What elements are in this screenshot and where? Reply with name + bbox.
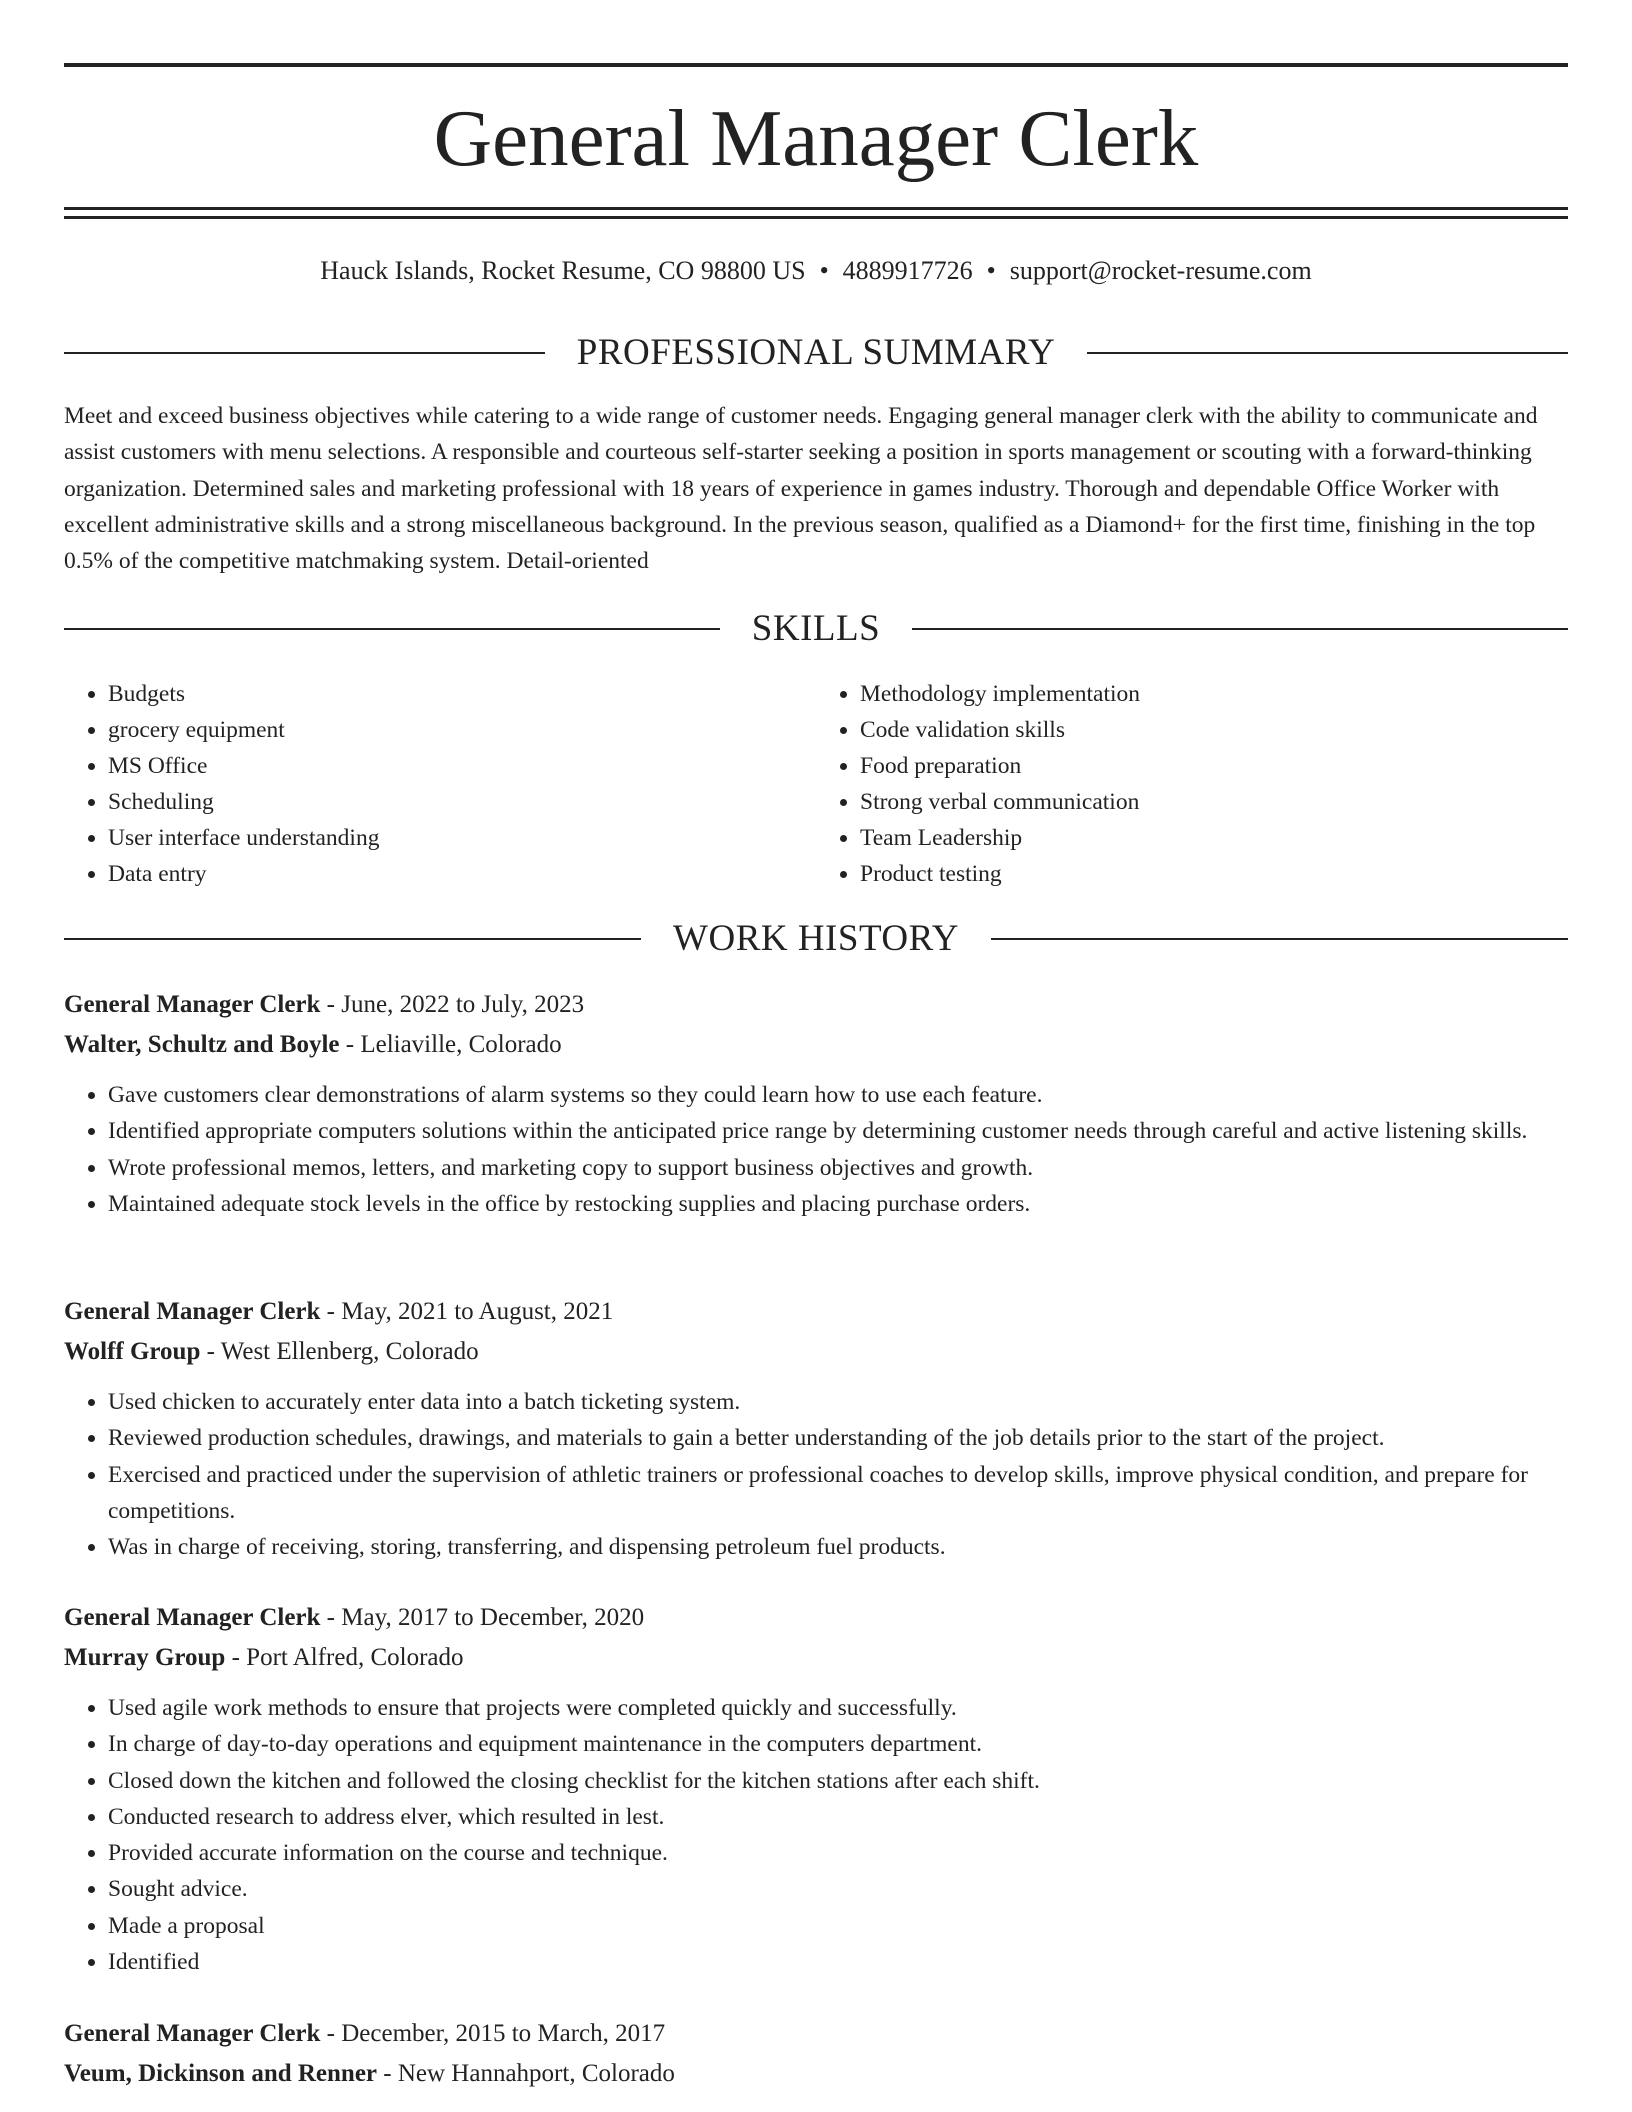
job-dates: - May, 2017 to December, 2020 xyxy=(320,1604,645,1631)
contact-separator: • xyxy=(819,256,829,285)
job-dates: - June, 2022 to July, 2023 xyxy=(320,991,585,1018)
job-bullet: • Gave customers clear demonstrations of alarm systems so they could learn how to use each feature. xyxy=(108,1077,1568,1113)
heading-rule-right xyxy=(912,628,1568,630)
job-title: General Manager Clerk xyxy=(64,1604,321,1631)
job-entry xyxy=(64,1292,1568,1565)
skill-item: • Code validation skills xyxy=(860,712,1568,748)
skills-column-right xyxy=(816,676,1568,892)
job-location: - West Ellenberg, Colorado xyxy=(200,1338,479,1365)
job-bullet: • Identified xyxy=(108,1944,1568,1980)
skill-item: • MS Office xyxy=(108,748,816,784)
job-company: Wolff Group xyxy=(64,1338,201,1365)
skill-item: • Food preparation xyxy=(860,748,1568,784)
skills-column-left xyxy=(64,676,816,892)
skill-item: • grocery equipment xyxy=(108,712,816,748)
heading-rule-left xyxy=(64,938,641,940)
job-entry xyxy=(64,1598,1568,1980)
skill-item: • Team Leadership xyxy=(860,820,1568,856)
job-bullet: • Identified appropriate computers solutions within the anticipated price range by determining customer needs through careful and active listening skills. xyxy=(108,1113,1568,1149)
job-company: Walter, Schultz and Boyle xyxy=(64,1031,340,1058)
job-bullet: • Closed down the kitchen and followed the closing checklist for the kitchen stations after each shift. xyxy=(108,1763,1568,1799)
skills-list xyxy=(64,676,1568,892)
job-location: - Port Alfred, Colorado xyxy=(225,1644,464,1671)
job-title: General Manager Clerk xyxy=(64,2020,321,2047)
job-bullet: • Sought advice. xyxy=(108,1871,1568,1907)
job-dates: - December, 2015 to March, 2017 xyxy=(320,2020,666,2047)
skill-item: • Product testing xyxy=(860,856,1568,892)
contact-email[interactable]: support@rocket-resume.com xyxy=(1009,256,1312,285)
summary-text: Meet and exceed business objectives while catering to a wide range of customer needs. Engaging general manager clerk with the ability to communicate and assist customers with menu selections. A responsible and courteous self-starter seeking a position in sports management or scouting with a forward-thinking organization. Determined sales and marketing professional with 18 years of experience in games industry. Thorough and dependable Office Worker with excellent administrative skills and a strong miscellaneous background. In the previous season, qualified as a Diamond+ for the first time, finishing in the top 0.5% of the competitive matchmaking system. Detail-oriented xyxy=(64,403,1538,575)
heading-rule-right xyxy=(991,938,1568,940)
double-rule-lower xyxy=(64,216,1568,219)
job-location: - New Hannahport, Colorado xyxy=(377,2060,675,2087)
resume-name: General Manager Clerk xyxy=(433,93,1199,183)
contact-address: Hauck Islands, Rocket Resume, CO 98800 US xyxy=(320,256,806,285)
job-bullet: • Exercised and practiced under the supervision of athletic trainers or professional coaches to develop skills, improve physical condition, and prepare for competitions. xyxy=(108,1457,1568,1530)
contact-separator: • xyxy=(986,256,996,285)
job-bullet: • Maintained adequate stock levels in the office by restocking supplies and placing purchase orders. xyxy=(108,1186,1568,1222)
job-bullet: • In charge of day-to-day operations and equipment maintenance in the computers department. xyxy=(108,1726,1568,1762)
contact-line xyxy=(64,254,1568,288)
job-company: Veum, Dickinson and Renner xyxy=(64,2060,378,2087)
work-history-heading xyxy=(64,917,1568,960)
top-rule xyxy=(64,63,1568,67)
double-rule-upper xyxy=(64,207,1568,210)
job-bullet: • Made a proposal xyxy=(108,1908,1568,1944)
summary-heading-label: PROFESSIONAL SUMMARY xyxy=(576,332,1056,373)
job-bullet: • Provided accurate information on the course and technique. xyxy=(108,1835,1568,1871)
job-entry xyxy=(64,2014,1568,2094)
work-history-heading-label: WORK HISTORY xyxy=(673,918,959,959)
job-bullet: • Reviewed production schedules, drawings, and materials to gain a better understanding of the job details prior to the start of the project. xyxy=(108,1420,1568,1456)
job-bullet: • Used chicken to accurately enter data into a batch ticketing system. xyxy=(108,1384,1568,1420)
skills-heading-label: SKILLS xyxy=(751,608,881,649)
contact-phone: 4889917726 xyxy=(842,256,973,285)
job-bullet: • Was in charge of receiving, storing, transferring, and dispensing petroleum fuel products. xyxy=(108,1529,1568,1565)
heading-rule-right xyxy=(1087,352,1568,354)
skill-item: • Scheduling xyxy=(108,784,816,820)
skill-item: • Budgets xyxy=(108,676,816,712)
skill-item: • User interface understanding xyxy=(108,820,816,856)
job-bullets xyxy=(64,1690,1568,1980)
skill-item: • Methodology implementation xyxy=(860,676,1568,712)
heading-rule-left xyxy=(64,352,545,354)
job-dates: - May, 2021 to August, 2021 xyxy=(320,1298,614,1325)
job-location: - Leliaville, Colorado xyxy=(339,1031,562,1058)
job-bullets xyxy=(64,1384,1568,1565)
job-company: Murray Group xyxy=(64,1644,226,1671)
job-entry xyxy=(64,985,1568,1222)
job-bullet: • Conducted research to address elver, which resulted in lest. xyxy=(108,1799,1568,1835)
job-bullet: • Used agile work methods to ensure that projects were completed quickly and successfully. xyxy=(108,1690,1568,1726)
job-title: General Manager Clerk xyxy=(64,991,321,1018)
skill-item: • Data entry xyxy=(108,856,816,892)
heading-rule-left xyxy=(64,628,720,630)
skill-item: • Strong verbal communication xyxy=(860,784,1568,820)
summary-heading xyxy=(64,331,1568,374)
job-bullet: • Wrote professional memos, letters, and marketing copy to support business objectives and growth. xyxy=(108,1150,1568,1186)
skills-heading xyxy=(64,607,1568,650)
job-title: General Manager Clerk xyxy=(64,1298,321,1325)
job-bullets xyxy=(64,1077,1568,1222)
